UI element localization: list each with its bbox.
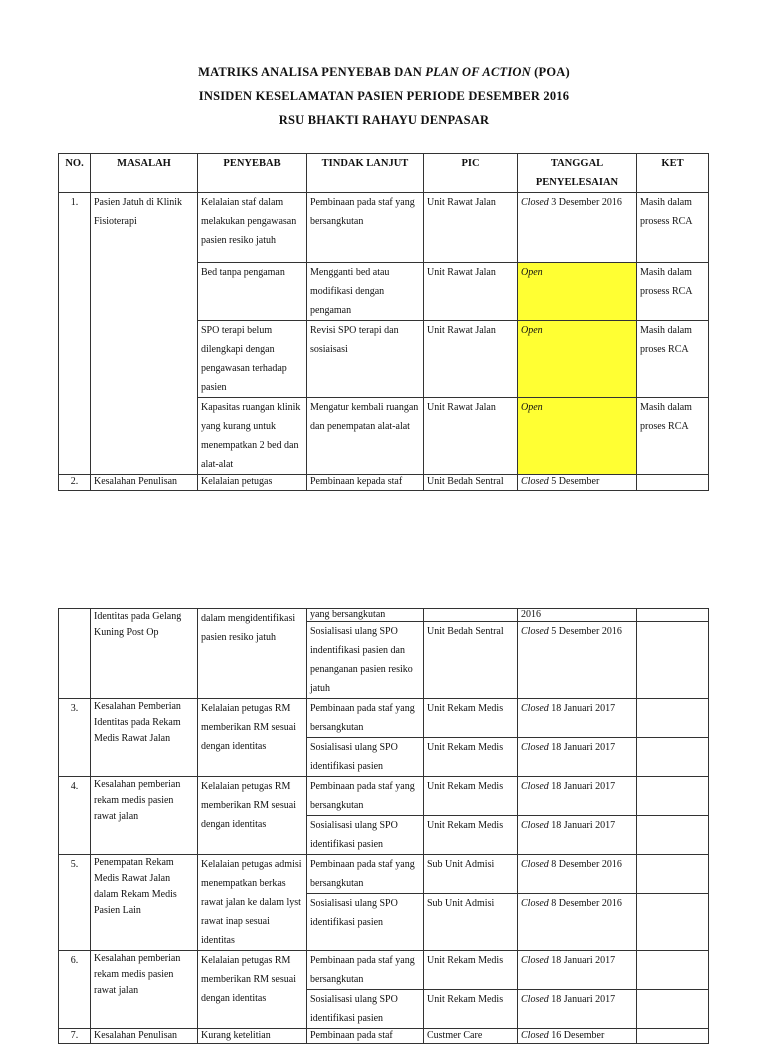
cell-tanggal: Closed 8 Desember 2016 (518, 894, 637, 951)
title-line-2: INSIDEN KESELAMATAN PASIEN PERIODE DESEMBER 2016 (198, 89, 570, 103)
col-header-ket: KET (637, 154, 709, 193)
status-label: Closed (521, 197, 549, 208)
cell-tindak-lanjut: Pembinaan pada staf yang bersangkutan (307, 699, 424, 738)
cell-masalah: Identitas pada Gelang Kuning Post Op (91, 609, 198, 699)
cell-penyebab: Kelalaian petugas RM memberikan RM sesuai dengan identitas (198, 951, 307, 1029)
cell-ket: Masih dalam proses RCA (637, 321, 709, 398)
status-label: Closed (521, 781, 549, 792)
status-label: Closed (521, 898, 549, 910)
cell-masalah: Penempatan Rekam Medis Rawat Jalan dalam Rekam Medis Pasien Lain (91, 855, 198, 951)
table-row (59, 475, 709, 491)
status-label: Open (521, 402, 543, 413)
cell-pic: Unit Rawat Jalan (424, 193, 518, 263)
col-header-tindak-lanjut: TINDAK LANJUT (307, 154, 424, 193)
cell-ket (637, 855, 709, 894)
col-header-pic: PIC (424, 154, 518, 193)
cell-no: 6. (59, 951, 91, 1029)
table-row (59, 609, 709, 622)
cell-masalah: Kesalahan pemberian rekam medis pasien rawat jalan (91, 777, 198, 855)
cell-tindak-lanjut: Pembinaan kepada staf (307, 475, 424, 491)
status-label: Closed (521, 742, 549, 753)
cell-tindak-lanjut: Mengganti bed atau modifikasi dengan pengaman (307, 263, 424, 321)
cell-ket: Masih dalam proses RCA (637, 398, 709, 475)
cell-no (59, 609, 91, 699)
col-header-no: NO. (59, 154, 91, 193)
cell-tanggal-highlight (518, 398, 637, 475)
cell-penyebab: Kelalaian petugas RM memberikan RM sesuai dengan identitas (198, 699, 307, 777)
cell-ket (637, 1029, 709, 1044)
cell-penyebab: Kelalaian staf dalam melakukan pengawasan pasien resiko jatuh (198, 193, 307, 263)
cell-no: 3. (59, 699, 91, 777)
cell-tindak-lanjut: Sosialisasi ulang SPO indentifikasi pasien dan penanganan pasien resiko jatuh (307, 622, 424, 699)
cell-ket (637, 894, 709, 951)
status-label: Closed (521, 476, 549, 487)
cell-pic: Unit Bedah Sentral (424, 622, 518, 699)
cell-pic: Unit Rawat Jalan (424, 321, 518, 398)
cell-pic: Custmer Care (424, 1029, 518, 1044)
table-row (59, 777, 709, 816)
cell-masalah: Kesalahan pemberian rekam medis pasien rawat jalan (91, 951, 198, 1029)
cell-pic: Unit Rekam Medis (424, 699, 518, 738)
cell-pic: Unit Rawat Jalan (424, 398, 518, 475)
cell-tindak-lanjut: Pembinaan pada staf yang bersangkutan (307, 951, 424, 990)
cell-tanggal: Closed 16 Desember (518, 1029, 637, 1044)
cell-tanggal: Closed 18 Januari 2017 (518, 699, 637, 738)
poa-table-page-1 (58, 153, 709, 491)
cell-tanggal: Closed 8 Desember 2016 (518, 855, 637, 894)
cell-tanggal: Closed 18 Januari 2017 (518, 990, 637, 1029)
cell-penyebab: dalam mengidentifikasi pasien resiko jatuh (198, 609, 307, 699)
cell-pic: Unit Rekam Medis (424, 990, 518, 1029)
table-row (59, 193, 709, 263)
cell-penyebab: Kelalaian petugas (198, 475, 307, 491)
cell-ket (637, 816, 709, 855)
cell-masalah: Kesalahan Penulisan (91, 475, 198, 491)
status-label: Closed (521, 703, 549, 714)
status-label: Closed (521, 955, 549, 966)
cell-masalah: Pasien Jatuh di Klinik Fisioterapi (91, 193, 198, 475)
cell-tanggal: Closed 18 Januari 2017 (518, 777, 637, 816)
table-row (59, 951, 709, 990)
cell-pic (424, 609, 518, 622)
table-row (59, 699, 709, 738)
cell-penyebab: SPO terapi belum dilengkapi dengan pengawasan terhadap pasien (198, 321, 307, 398)
status-label: Closed (521, 626, 549, 637)
cell-tindak-lanjut: Sosialisasi ulang SPO identifikasi pasien (307, 894, 424, 951)
cell-pic: Unit Rekam Medis (424, 816, 518, 855)
cell-tanggal: 2016 (518, 609, 637, 622)
col-header-masalah: MASALAH (91, 154, 198, 193)
cell-ket (637, 990, 709, 1029)
cell-pic: Sub Unit Admisi (424, 894, 518, 951)
cell-pic: Unit Bedah Sentral (424, 475, 518, 491)
cell-tanggal: Closed 5 Desember (518, 475, 637, 491)
cell-tanggal: Closed 18 Januari 2017 (518, 738, 637, 777)
table-header-row (59, 154, 709, 193)
cell-tanggal: Closed 18 Januari 2017 (518, 951, 637, 990)
cell-masalah: Kesalahan Penulisan (91, 1029, 198, 1044)
cell-no: 2. (59, 475, 91, 491)
status-label: Closed (521, 1030, 549, 1041)
cell-tindak-lanjut: Pembinaan pada staf yang bersangkutan (307, 855, 424, 894)
status-label: Closed (521, 994, 549, 1005)
cell-no: 1. (59, 193, 91, 475)
table-row (59, 1029, 709, 1044)
cell-tindak-lanjut: Sosialisasi ulang SPO identifikasi pasien (307, 990, 424, 1029)
cell-pic: Unit Rawat Jalan (424, 263, 518, 321)
cell-ket (637, 738, 709, 777)
cell-tindak-lanjut: Pembinaan pada staf yang bersangkutan (307, 777, 424, 816)
cell-tanggal: Closed 3 Desember 2016 (518, 193, 637, 263)
cell-tindak-lanjut: Mengatur kembali ruangan dan penempatan alat-alat (307, 398, 424, 475)
cell-pic: Unit Rekam Medis (424, 738, 518, 777)
cell-tanggal: Closed 5 Desember 2016 (518, 622, 637, 699)
cell-penyebab: Kurang ketelitian (198, 1029, 307, 1044)
table-row (59, 855, 709, 894)
cell-tindak-lanjut: Pembinaan pada staf yang bersangkutan (307, 193, 424, 263)
cell-no: 4. (59, 777, 91, 855)
status-label: Open (521, 325, 543, 336)
cell-tindak-lanjut: Sosialisasi ulang SPO identifikasi pasien (307, 816, 424, 855)
cell-tindak-lanjut: Pembinaan pada staf (307, 1029, 424, 1044)
cell-tanggal: Closed 18 Januari 2017 (518, 816, 637, 855)
cell-pic: Unit Rekam Medis (424, 951, 518, 990)
cell-pic: Sub Unit Admisi (424, 855, 518, 894)
cell-tanggal-highlight (518, 263, 637, 321)
cell-ket (637, 475, 709, 491)
cell-penyebab: Kapasitas ruangan klinik yang kurang untuk menempatkan 2 bed dan alat-alat (198, 398, 307, 475)
cell-penyebab: Kelalaian petugas admisi menempatkan berkas rawat jalan ke dalam lyst rawat inap sesuai identitas (198, 855, 307, 951)
cell-penyebab: Bed tanpa pengaman (198, 263, 307, 321)
cell-penyebab: Kelalaian petugas RM memberikan RM sesuai dengan identitas (198, 777, 307, 855)
cell-tindak-lanjut: Sosialisasi ulang SPO identifikasi pasien (307, 738, 424, 777)
cell-tanggal-highlight (518, 321, 637, 398)
status-label: Open (521, 267, 543, 278)
title-line-1: MATRIKS ANALISA PENYEBAB DAN PLAN OF ACTION (POA) (198, 65, 570, 79)
cell-masalah: Kesalahan Pemberian Identitas pada Rekam Medis Rawat Jalan (91, 699, 198, 777)
status-label: Closed (521, 820, 549, 831)
cell-ket (637, 699, 709, 738)
cell-tindak-lanjut: Revisi SPO terapi dan sosiaisasi (307, 321, 424, 398)
cell-ket: Masih dalam prosess RCA (637, 263, 709, 321)
cell-ket (637, 951, 709, 990)
cell-ket (637, 609, 709, 622)
cell-no: 7. (59, 1029, 91, 1044)
cell-no: 5. (59, 855, 91, 951)
cell-tindak-lanjut: yang bersangkutan (307, 609, 424, 622)
status-label: Closed (521, 859, 549, 870)
cell-ket (637, 777, 709, 816)
cell-ket (637, 622, 709, 699)
poa-table-page-2 (58, 608, 709, 1044)
col-header-penyebab: PENYEBAB (198, 154, 307, 193)
title-line-3: RSU BHAKTI RAHAYU DENPASAR (278, 113, 490, 127)
cell-ket: Masih dalam prosess RCA (637, 193, 709, 263)
col-header-tanggal: TANGGAL PENYELESAIAN (518, 154, 637, 193)
cell-pic: Unit Rekam Medis (424, 777, 518, 816)
